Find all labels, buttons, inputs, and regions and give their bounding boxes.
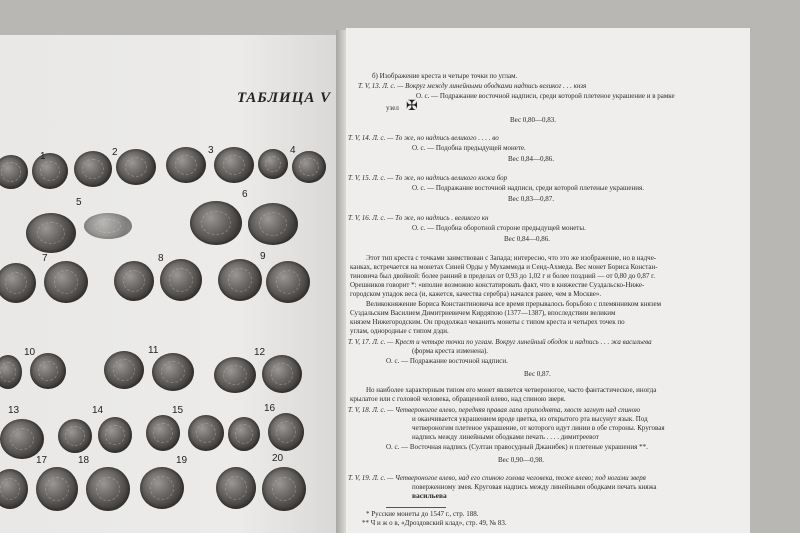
text-line: Орешников говорит *: «вполне возможно констатировать факт, что в княжестве Суздальско-Ниже-	[350, 281, 645, 289]
text-line: поверженному змея. Круговая надпись между линейными ободками печать княжа	[412, 483, 657, 491]
knot-symbol-icon: ✠	[406, 99, 418, 114]
coin-image	[36, 467, 78, 511]
footnote: ** Ч и ж о в, «Дроздовский клад», стр. 49, № 83.	[362, 519, 507, 527]
coin-image	[228, 417, 260, 451]
text-line: узел	[386, 104, 399, 112]
coin-image	[188, 415, 224, 451]
coin-image	[98, 417, 132, 453]
coin-number: 7	[42, 253, 48, 264]
text-line: Великокняжение Бориса Константиновича все время прерывалось борьбою с племянником князем	[366, 300, 662, 308]
text-line: б) Изображение креста и четыре точки по углам.	[372, 72, 518, 80]
text-line: T. V, 16. Л. с. — То же, но надпись . великого кн	[348, 214, 489, 222]
coin-number: 10	[24, 347, 36, 358]
text-line: (форма креста изменена).	[412, 347, 489, 355]
coin-image	[104, 351, 144, 389]
coin-image	[160, 259, 202, 301]
coin-number: 20	[272, 453, 284, 464]
coin-number: 14	[92, 405, 104, 416]
coin-image	[84, 213, 132, 239]
coin-image	[292, 151, 326, 183]
coin-image	[214, 357, 256, 393]
coin-number: 4	[290, 145, 296, 156]
coin-image	[0, 263, 36, 303]
coin-number: 16	[264, 403, 276, 414]
coin-number: 5	[76, 197, 82, 208]
text-line: О. с. — Подобна оборотной стороне предыдущей монеты.	[412, 224, 586, 232]
text-line: и оканчивается украшением вроде цветка, из открытого рта высунут язык. Под	[412, 415, 648, 423]
coin-image	[44, 261, 88, 303]
text-line: T. V, 18. Л. с. — Четвероногое влево, передняя правая лапа приподнята, хвост загнут над спиною	[348, 406, 641, 414]
text-line: углам, однородные с типом дэди.	[350, 327, 449, 335]
text-line: крылатое или с головой человека, обращенной влево, над спиною зверя.	[350, 395, 566, 403]
coin-image	[262, 355, 302, 393]
coin-number: 8	[158, 253, 164, 264]
coin-image	[248, 203, 298, 245]
coin-number: 17	[36, 455, 48, 466]
coin-image	[114, 261, 154, 301]
coin-number: 13	[8, 405, 20, 416]
text-line: О. с. — Подражание восточной надписи.	[386, 357, 508, 365]
text-line: T. V, 15. Л. с. — То же, но надпись великого кнжа бор	[348, 174, 508, 182]
coin-image	[0, 155, 28, 189]
weight-line: Вес 0,84—0,86.	[508, 155, 555, 163]
coin-image	[266, 261, 310, 303]
text-line: надпись между линейными ободками печать . . . . димитреевот	[412, 433, 599, 441]
weight-line: Вес 0,83—0,87.	[508, 195, 555, 203]
coin-image	[218, 259, 262, 301]
coin-image	[32, 153, 68, 189]
coin-number: 11	[148, 345, 159, 356]
text-line: васильева	[412, 491, 447, 500]
coin-image	[0, 355, 22, 389]
left-page-plate	[0, 35, 340, 533]
coin-image	[152, 353, 194, 391]
coin-number: 1	[40, 151, 46, 162]
weight-line: Вес 0,87.	[524, 370, 551, 378]
plate-title: ТАБЛИЦА V	[237, 90, 332, 106]
text-line: Этот тип креста с точками заимствован с Запада; интересно, что это же изображение, но в надче-	[366, 254, 657, 262]
text-line: О. с. — Восточная надпись (Султан правосудный Джанибек) и плетеные украшения **.	[386, 443, 648, 451]
coin-image	[0, 419, 44, 459]
coin-image	[190, 201, 242, 245]
coin-image	[26, 213, 76, 253]
coin-image	[268, 413, 304, 451]
text-line: городском упадок веса (и, кажется, качества серебра) начался ранее, чем в Москве».	[350, 290, 602, 298]
coin-image	[216, 467, 256, 509]
text-line: T. V, 13. Л. с. — Вокруг между линейными ободками надпись великог . . . кнзя	[358, 82, 587, 90]
coin-image	[86, 467, 130, 511]
text-line: О. с. — Подражание восточной надписи, среди которой плетеные украшения.	[412, 184, 644, 192]
coin-image	[30, 353, 66, 389]
coin-image	[262, 467, 306, 511]
text-line: О. с. — Подражание восточной надписи, среди которой плетеное украшение и в рамке	[416, 92, 675, 100]
coin-image	[74, 151, 112, 187]
text-line: Но наиболее характерным типом его монет является четвероногое, часто фантастическое, иногда	[366, 386, 657, 394]
weight-line: Вес 0,84—0,86.	[504, 235, 551, 243]
coin-image	[58, 419, 92, 453]
coin-image	[258, 149, 288, 179]
text-line: князем Нижегородским. Он продолжал чеканить монеты с типом креста и четырех точек по	[350, 318, 625, 326]
coin-number: 6	[242, 189, 248, 200]
text-line: канках, встречается на монетах Синей Орды у Мухаммеда и Сеид-Ахмеда. Вес монет Бориса Констан-	[350, 263, 658, 271]
weight-line: Вес 0,80—0,83.	[510, 116, 557, 124]
coin-number: 2	[112, 147, 118, 158]
right-page-text	[346, 28, 750, 533]
text-line: четвероногим плетеное украшение, от которого идут линии в обе стороны. Круговая	[412, 424, 665, 432]
weight-line: Вес 0,90—0,98.	[498, 456, 545, 464]
text-line: T. V, 19. Л. с. — Четвероногое влево, над его спиною голова человека, тоже влево; под ногами зверя	[348, 474, 646, 482]
coin-number: 3	[208, 145, 214, 156]
text-line: О. с. — Подобна предыдущей монете.	[412, 144, 526, 152]
text-line: T. V, 14. Л. с. — То же, но надпись великого . . . . во	[348, 134, 499, 142]
coin-image	[116, 149, 156, 185]
text-line: T. V, 17. Л. с. — Крест и четыре точки по углам. Вокруг линейный ободок и надпись . . . жа васильева	[348, 338, 652, 346]
coin-image	[0, 469, 28, 509]
coin-number: 18	[78, 455, 90, 466]
coin-number: 12	[254, 347, 266, 358]
coin-image	[214, 147, 254, 183]
text-line: Суздальским Василием Димитриевичем Кирдяпою (1377—1387), впоследствии великим	[350, 309, 616, 317]
coin-image	[140, 467, 184, 509]
footnote: * Русские монеты до 1547 г., стр. 188.	[366, 510, 479, 518]
coin-image	[146, 415, 180, 451]
coin-image	[166, 147, 206, 183]
text-line: тиновича был двойной: более ранний в пределах от 0,93 до 1,02 г и более поздний — от 0,80 до 0,87 г.	[350, 272, 655, 280]
coin-number: 9	[260, 251, 266, 262]
coin-number: 15	[172, 405, 184, 416]
footnote-rule	[386, 507, 446, 508]
coin-number: 19	[176, 455, 188, 466]
